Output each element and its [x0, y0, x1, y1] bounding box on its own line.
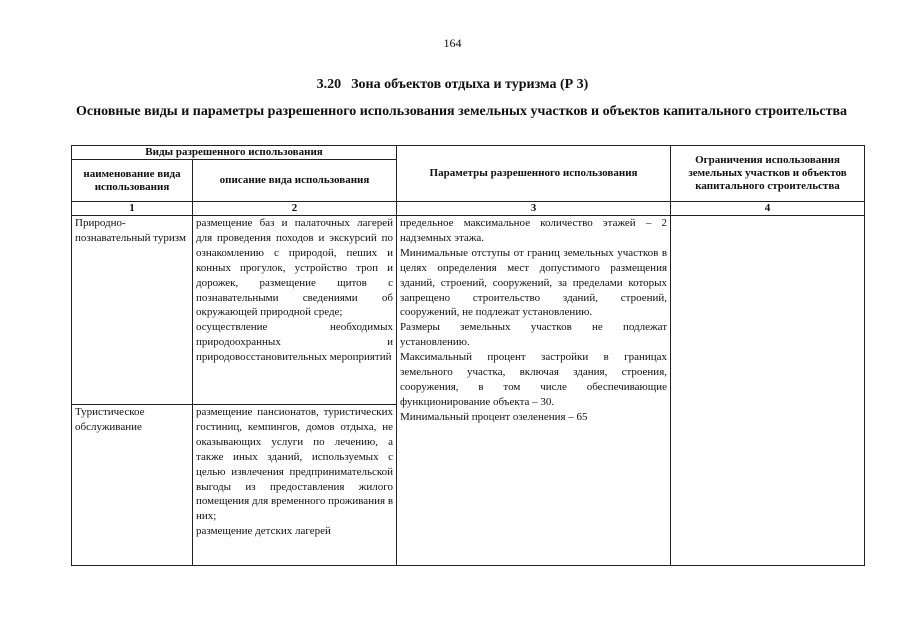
use-name-cell: Туристическое обслуживание — [72, 405, 193, 566]
header-use-description: описание вида использования — [193, 160, 397, 202]
page-number: 164 — [443, 36, 462, 50]
section-title — [0, 77, 905, 93]
description-paragraph: осуществление необходимых природоохранных и природовосстановительных мероприятий — [196, 321, 394, 364]
header-parameters: Параметры разрешенного использования — [397, 146, 671, 202]
permitted-use-table — [71, 145, 865, 566]
column-number: 1 — [72, 202, 193, 216]
use-description-cell — [193, 216, 397, 405]
section-number: 3.20 — [316, 77, 342, 92]
parameter-paragraph: Максимальный процент застройки в границах земельного участка, включая здания, строения, сооружения, в том числе обеспечивающие функционирование объекта – 30. — [400, 351, 668, 408]
header-restrictions: Ограничения использования земельных участков и объектов капитального строительства — [671, 146, 865, 202]
header-use-name: наименование вида использования — [72, 160, 193, 202]
column-number: 2 — [193, 202, 397, 216]
restrictions-cell — [671, 216, 865, 566]
parameter-paragraph: Минимальный процент озеленения – 65 — [400, 410, 588, 423]
use-name-cell: Природно-познавательный туризм — [72, 216, 193, 405]
parameter-paragraph: Минимальные отступы от границ земельных участков в целях определения мест допустимого размещения зданий, строений, сооружений, за пределами которых запрещено строительство зданий, строений, сооружений, не подлежат установлению. — [400, 246, 668, 319]
header-permitted-use-types: Виды разрешенного использования — [72, 146, 397, 160]
description-paragraph: размещение детских лагерей — [196, 525, 331, 538]
section-title-text: Зона объектов отдыха и туризма (Р 3) — [351, 77, 589, 92]
document-subtitle: Основные виды и параметры разрешенного использования земельных участков и объектов капитального строительства — [76, 104, 848, 119]
parameter-paragraph: предельное максимальное количество этажей – 2 надземных этажа. — [400, 217, 668, 244]
parameters-cell — [397, 216, 671, 566]
use-description-cell — [193, 405, 397, 566]
description-paragraph: размещение пансионатов, туристических гостиниц, кемпингов, домов отдыха, не оказывающих услуги по лечению, а также иных зданий, используемых с целью извлечения предпринимательской выгоды из предоставления жилого помещения для временного проживания в них; — [196, 406, 394, 523]
table-row — [72, 216, 865, 405]
parameter-paragraph: Размеры земельных участков не подлежат установлению. — [400, 321, 668, 349]
column-number: 3 — [397, 202, 671, 216]
description-paragraph: размещение баз и палаточных лагерей для проведения походов и экскурсий по ознакомлению с природой, пеших и конных прогулок, устройство троп и дорожек, размещение щитов с познавательными сведениями об окружающей природной среде; — [196, 217, 394, 319]
column-number: 4 — [671, 202, 865, 216]
